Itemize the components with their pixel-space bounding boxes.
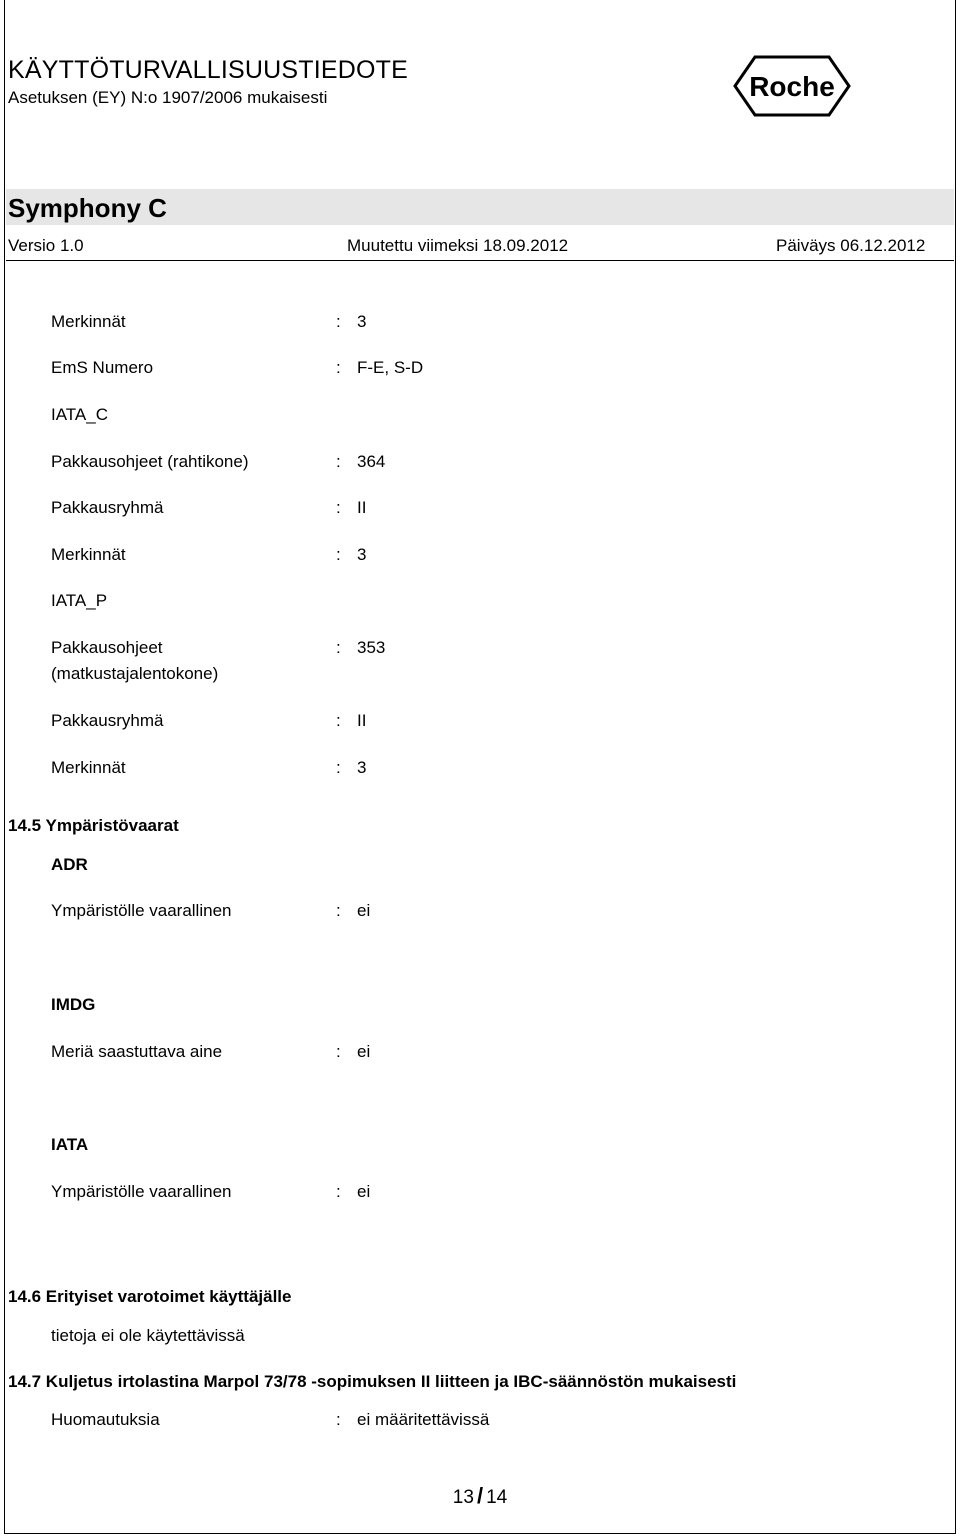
row-value: II: [357, 711, 367, 730]
row-value: II: [357, 498, 367, 517]
row-colon: :: [336, 312, 341, 331]
row-label: Huomautuksia: [51, 1410, 160, 1429]
row-colon: :: [336, 1410, 341, 1429]
subheading-iata: IATA: [51, 1135, 89, 1154]
page-separator: /: [476, 1483, 484, 1508]
document-title: KÄYTTÖTURVALLISUUSTIEDOTE: [8, 56, 408, 84]
row-value: 353: [357, 638, 386, 657]
row-label: Meriä saastuttava aine: [51, 1042, 223, 1061]
page-total: 14: [486, 1487, 508, 1508]
row-label: EmS Numero: [51, 358, 154, 377]
row-colon: :: [336, 545, 341, 564]
row-value: ei: [357, 1182, 371, 1201]
row-colon: :: [336, 758, 341, 777]
row-label: Merkinnät: [51, 312, 126, 331]
row-label: Pakkausryhmä: [51, 711, 164, 730]
roche-logo: [733, 55, 851, 117]
modified-date: Muutettu viimeksi 18.09.2012: [347, 236, 569, 255]
row-value: 3: [357, 545, 367, 564]
row-colon: :: [336, 1042, 341, 1061]
row-label: Merkinnät: [51, 545, 126, 564]
subheading-iata-c: IATA_C: [51, 405, 108, 424]
row-value: ei määritettävissä: [357, 1410, 490, 1429]
section-text: tietoja ei ole käytettävissä: [51, 1326, 245, 1345]
row-colon: :: [336, 711, 341, 730]
row-value: 3: [357, 312, 367, 331]
row-label: Pakkausryhmä: [51, 498, 164, 517]
row-value: F-E, S-D: [357, 358, 424, 377]
row-colon: :: [336, 358, 341, 377]
issue-date: Päiväys 06.12.2012: [776, 236, 926, 255]
row-colon: :: [336, 638, 341, 657]
subheading-iata-p: IATA_P: [51, 591, 108, 610]
row-label: Ympäristölle vaarallinen: [51, 901, 232, 920]
subheading-adr: ADR: [51, 855, 88, 874]
row-label: Pakkausohjeet (rahtikone): [51, 452, 249, 471]
section-heading-14-5: 14.5 Ympäristövaarat: [8, 816, 179, 835]
row-label: Merkinnät: [51, 758, 126, 777]
row-colon: :: [336, 498, 341, 517]
roche-logo-text: Roche: [749, 71, 835, 102]
version: Versio 1.0: [8, 236, 84, 255]
row-value: ei: [357, 901, 371, 920]
row-colon: :: [336, 901, 341, 920]
section-heading-14-7: 14.7 Kuljetus irtolastina Marpol 73/78 -sopimuksen II liitteen ja IBC-säännöstön mukaisesti: [8, 1372, 737, 1391]
row-colon: :: [336, 1182, 341, 1201]
page-current: 13: [452, 1487, 474, 1508]
row-value: 3: [357, 758, 367, 777]
subheading-imdg: IMDG: [51, 995, 96, 1014]
row-value: ei: [357, 1042, 371, 1061]
row-label-continued: (matkustajalentokone): [51, 664, 219, 683]
page-number: [0, 1483, 960, 1509]
row-value: 364: [357, 452, 386, 471]
row-label: Ympäristölle vaarallinen: [51, 1182, 232, 1201]
document-subtitle: Asetuksen (EY) N:o 1907/2006 mukaisesti: [8, 88, 328, 107]
product-name: Symphony C: [8, 193, 167, 223]
header-divider: [6, 260, 954, 261]
row-label: Pakkausohjeet: [51, 638, 163, 657]
section-heading-14-6: 14.6 Erityiset varotoimet käyttäjälle: [8, 1287, 292, 1306]
row-colon: :: [336, 452, 341, 471]
